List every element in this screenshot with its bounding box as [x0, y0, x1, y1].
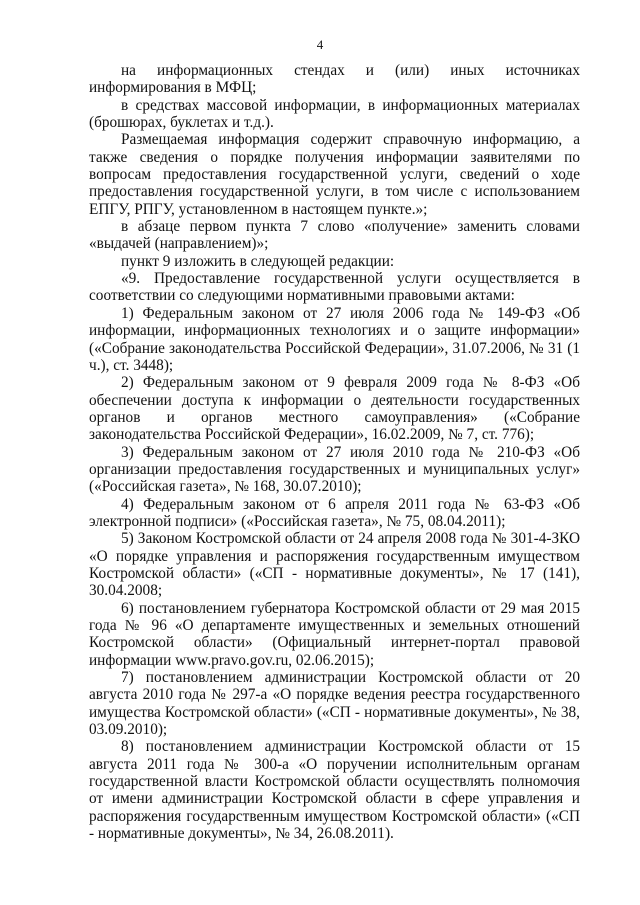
- paragraph-clause-9: «9. Предоставление государственной услуги осуществляется в соответствии со следующими нормативными правовыми актами:: [89, 270, 580, 305]
- page-number: 4: [316, 37, 324, 52]
- list-item-act-3: 3) Федеральным законом от 27 июля 2010 года № 210-ФЗ «Об организации предоставления государственных и муниципальных услуг» («Российская газета», № 168, 30.07.2010);: [89, 443, 580, 496]
- list-item-act-6: 6) постановлением губернатора Костромской области от 29 мая 2015 года № 96 «О департаменте имущественных и земельных отношений Костромской области» (Официальный интернет-портал правовой информации www.pravo.gov.ru, 02.06.2015);: [89, 599, 580, 669]
- list-item-act-1: 1) Федеральным законом от 27 июля 2006 года № 149-ФЗ «Об информации, информационных технологиях и о защите информации» («Собрание законодательства Российской Федерации», 31.07.2006, № 31 (1 ч.), ст. 3448);: [89, 304, 580, 374]
- list-item-act-8: 8) постановлением администрации Костромской области от 15 августа 2011 года № 300-а «О поручении исполнительным органам государственной власти Костромской области осуществлять полномочия от имени администрации Костромской области в сфере управления и распоряжения государственным имуществом Костромской области» («СП - нормативные документы», № 34, 26.08.2011).: [89, 738, 580, 843]
- list-item-act-2: 2) Федеральным законом от 9 февраля 2009 года № 8-ФЗ «Об обеспечении доступа к информации о деятельности государственных органов и органов местного самоуправления» («Собрание законодательства Российской Федерации», 16.02.2009, № 7, ст. 776);: [89, 374, 580, 444]
- paragraph-reference-info: Размещаемая информация содержит справочную информацию, а также сведения о порядке получения информации заявителями по вопросам предоставления государственной услуги, сведений о ходе предоставления государственной услуги, в том числе с использованием ЕПГУ, РПГУ, установленном в настоящем пункте.»;: [89, 131, 580, 218]
- list-item-act-7: 7) постановлением администрации Костромской области от 20 августа 2010 года № 297-а «О порядке ведения реестра государственного имущества Костромской области» («СП - нормативные документы», № 38, 03.09.2010);: [89, 669, 580, 739]
- paragraph-clause-7-amendment: в абзаце первом пункта 7 слово «получение» заменить словами «выдачей (направлением)»;: [89, 218, 580, 253]
- paragraph-mass-media: в средствах массовой информации, в информационных материалах (брошюрах, буклетах и т.д.).: [89, 96, 580, 132]
- paragraph-info-stands: на информационных стендах и (или) иных источниках информирования в МФЦ;: [89, 62, 580, 97]
- paragraph-clause-9-intro: пункт 9 изложить в следующей редакции:: [121, 252, 395, 270]
- list-item-act-5: 5) Законом Костромской области от 24 апреля 2008 года № 301-4-ЗКО «О порядке управления и распоряжения государственным имуществом Костромской области» («СП - нормативные документы», № 17 (141), 30.04.2008;: [89, 530, 580, 600]
- document-body: [89, 62, 580, 842]
- list-item-act-4: 4) Федеральным законом от 6 апреля 2011 года № 63-ФЗ «Об электронной подписи» («Российская газета», № 75, 08.04.2011);: [89, 495, 580, 530]
